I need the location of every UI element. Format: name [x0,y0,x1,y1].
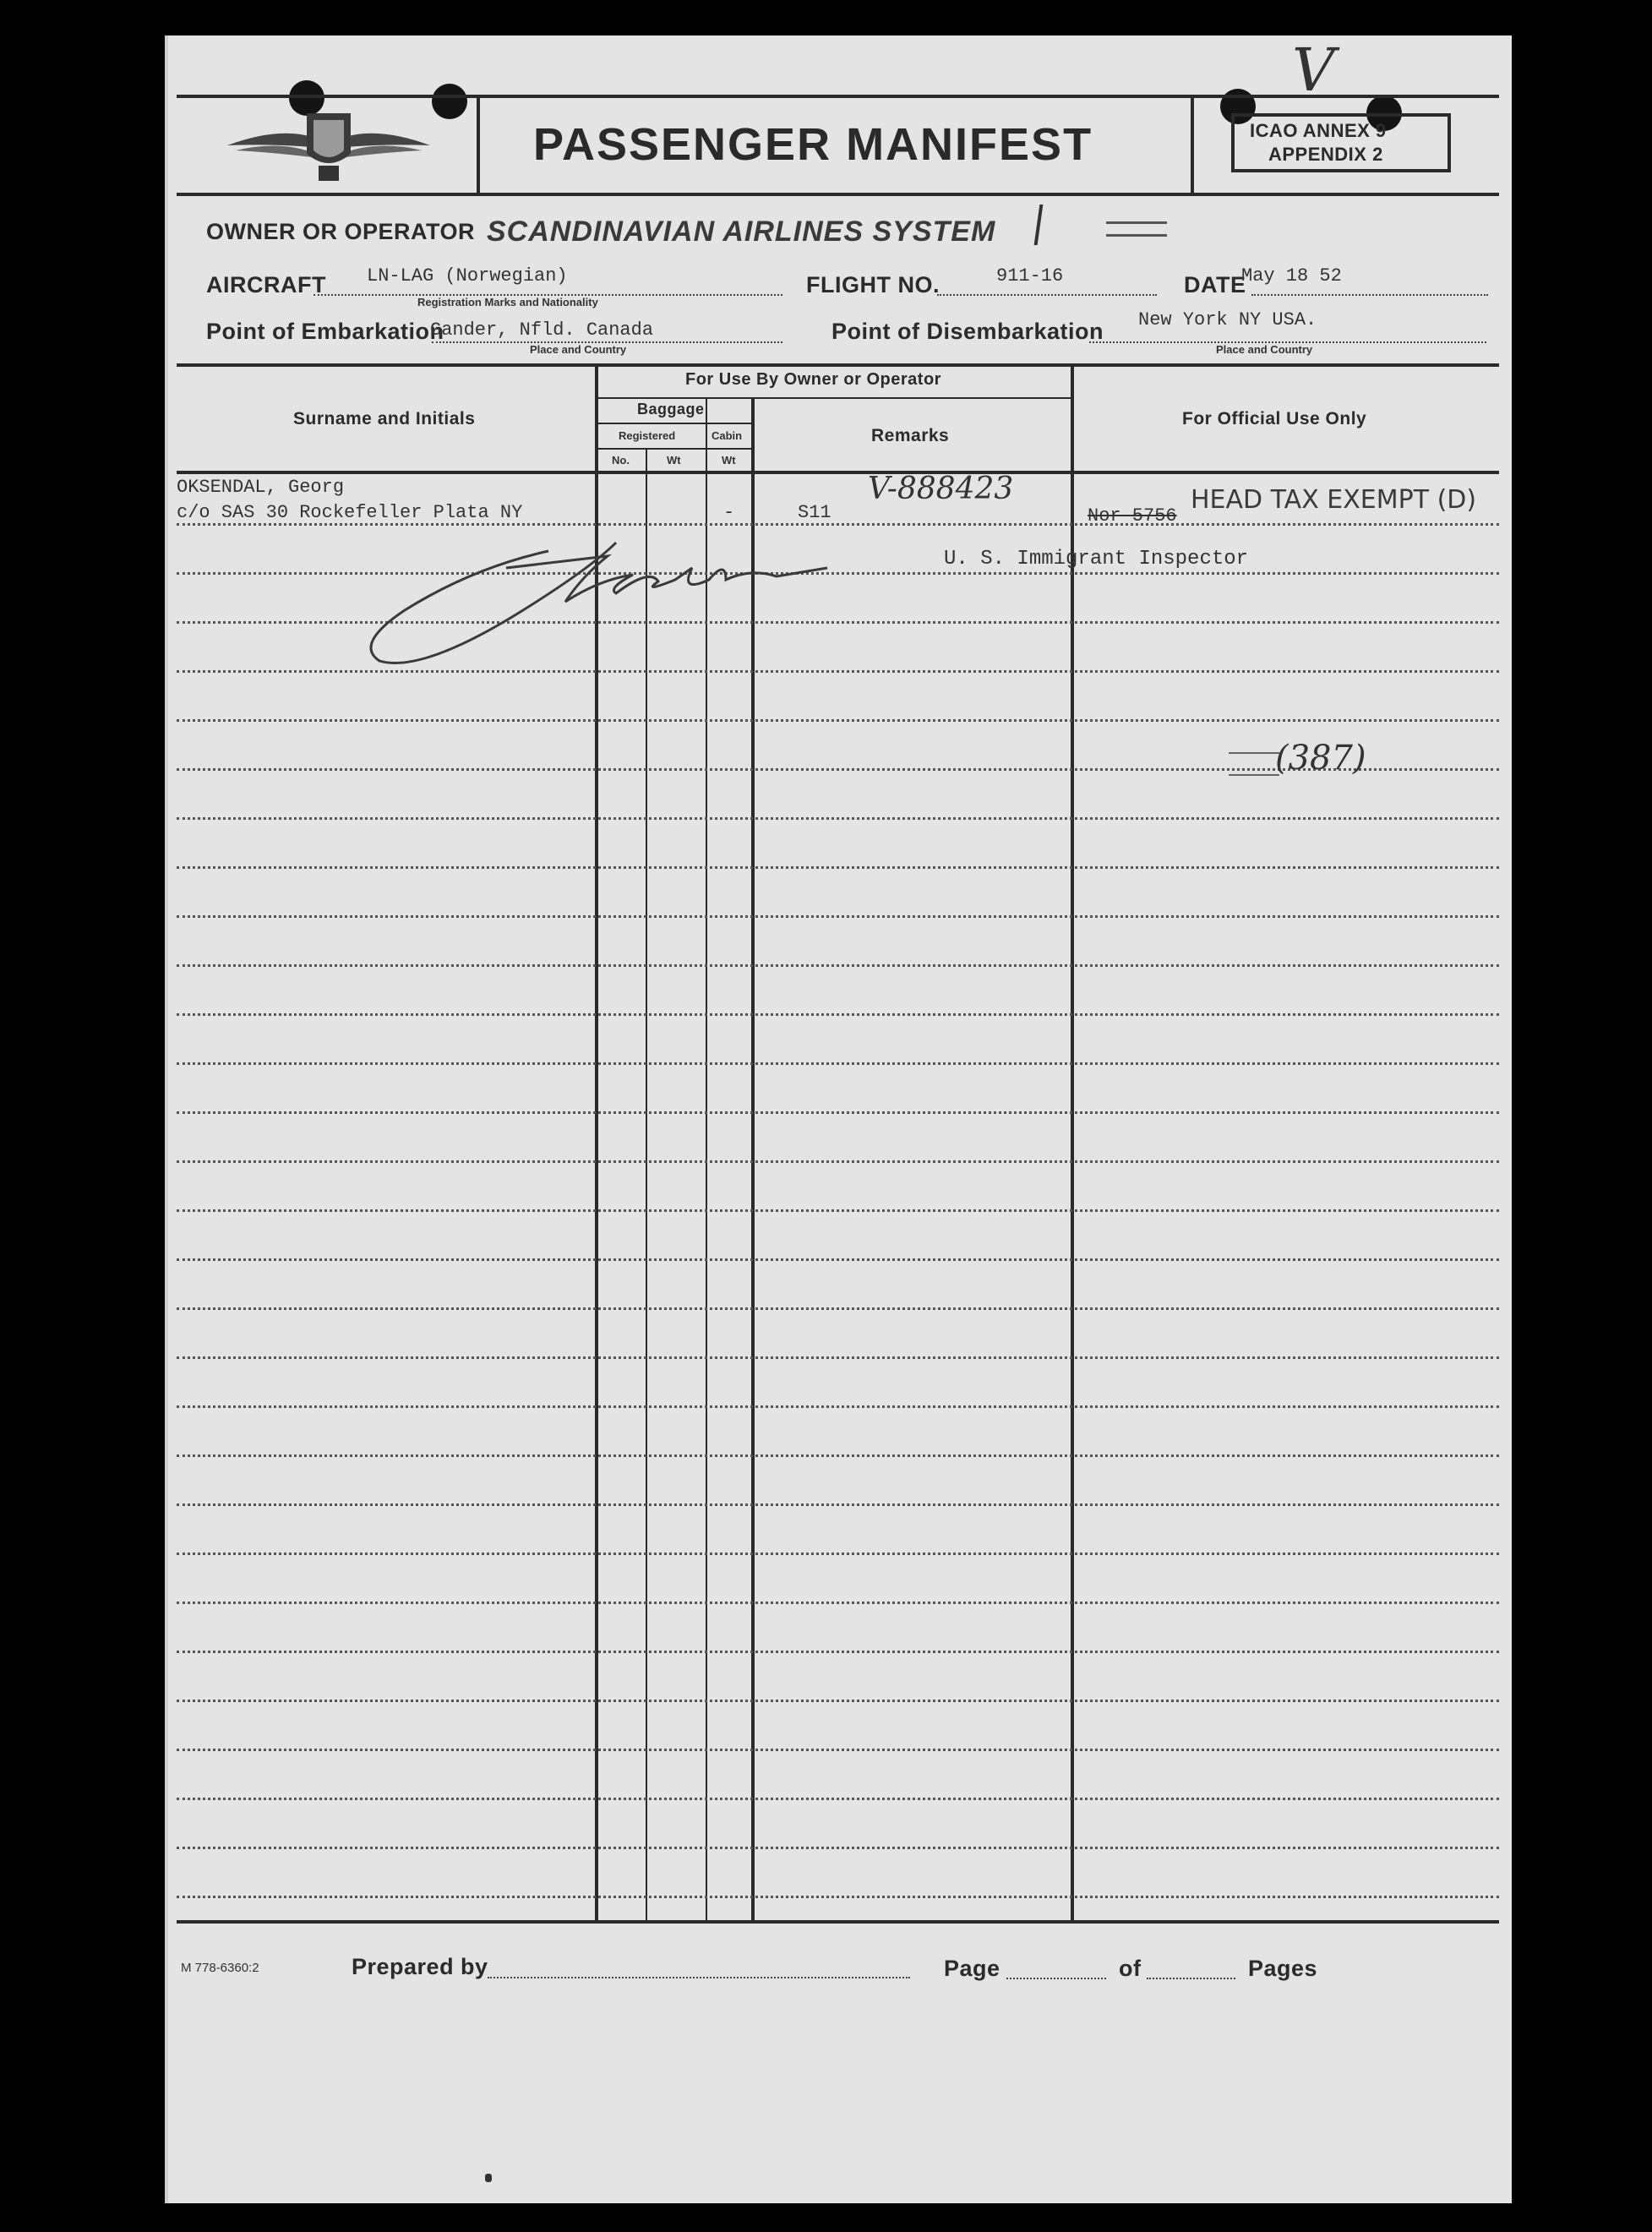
col-wt-cabin: Wt [722,454,736,467]
flight-value: 911-16 [996,265,1064,287]
inspector-signature [354,509,1047,678]
annex-line1: ICAO ANNEX 9 [1250,120,1387,141]
annotation-number: (387) [1275,739,1366,778]
embarkation-value: Gander, Nfld. Canada [430,319,654,341]
col-cabin: Cabin [712,429,743,442]
date-label: DATE [1184,272,1246,297]
flight-label: FLIGHT NO. [806,272,940,297]
official-typed: Nor 5756 [1088,505,1177,527]
owner-value: SCANDINAVIAN AIRLINES SYSTEM [487,216,996,248]
col-no: No. [612,454,630,467]
col-surname: Surname and Initials [293,409,476,428]
passenger-address: c/o SAS 30 Rockefeller Plata NY [177,502,523,523]
embarkation-caption: Place and Country [530,343,627,356]
sas-logo [219,103,439,188]
annotation-dashes [1229,752,1279,776]
remarks-handwritten: V-888423 [868,472,1014,506]
col-registered: Registered [619,429,676,442]
col-baggage: Baggage [637,401,705,417]
disembarkation-value: New York NY USA. [1138,309,1317,330]
inspector-stamp: U. S. Immigrant Inspector [944,548,1249,570]
page-title: PASSENGER MANIFEST [533,119,1093,170]
disembarkation-label: Point of Disembarkation [831,319,1104,344]
passenger-name: OKSENDAL, Georg [177,477,345,498]
embarkation-label: Point of Embarkation [206,319,444,344]
remarks-code: S11 [798,502,831,523]
owner-separator [1034,205,1044,245]
annex-line2: APPENDIX 2 [1268,144,1383,165]
owner-label: OWNER OR OPERATOR [206,219,476,244]
registration-caption: Registration Marks and Nationality [417,296,598,308]
form-number: M 778-6360:2 [181,1961,259,1975]
cabin-mark: - [723,502,735,523]
date-value: May 18 52 [1241,265,1342,287]
disembarkation-caption: Place and Country [1216,343,1313,356]
of-label: of [1119,1956,1142,1981]
col-wt: Wt [667,454,681,467]
aircraft-label: AIRCRAFT [206,272,326,297]
annex-box [1231,113,1451,172]
manifest-sheet [165,35,1512,2203]
prepared-by-label: Prepared by [352,1954,488,1979]
col-owner-group: For Use By Owner or Operator [685,370,941,389]
aircraft-value: LN-LAG (Norwegian) [367,265,568,287]
pages-label: Pages [1248,1956,1318,1981]
paper-speck [485,2174,492,2182]
col-official: For Official Use Only [1182,409,1367,428]
corner-check-mark: V [1292,35,1335,105]
struck-text [1106,221,1167,237]
page-label: Page [944,1956,1000,1981]
col-remarks: Remarks [871,426,950,445]
official-handwritten: HEAD TAX EXEMPT (D) [1191,485,1477,515]
